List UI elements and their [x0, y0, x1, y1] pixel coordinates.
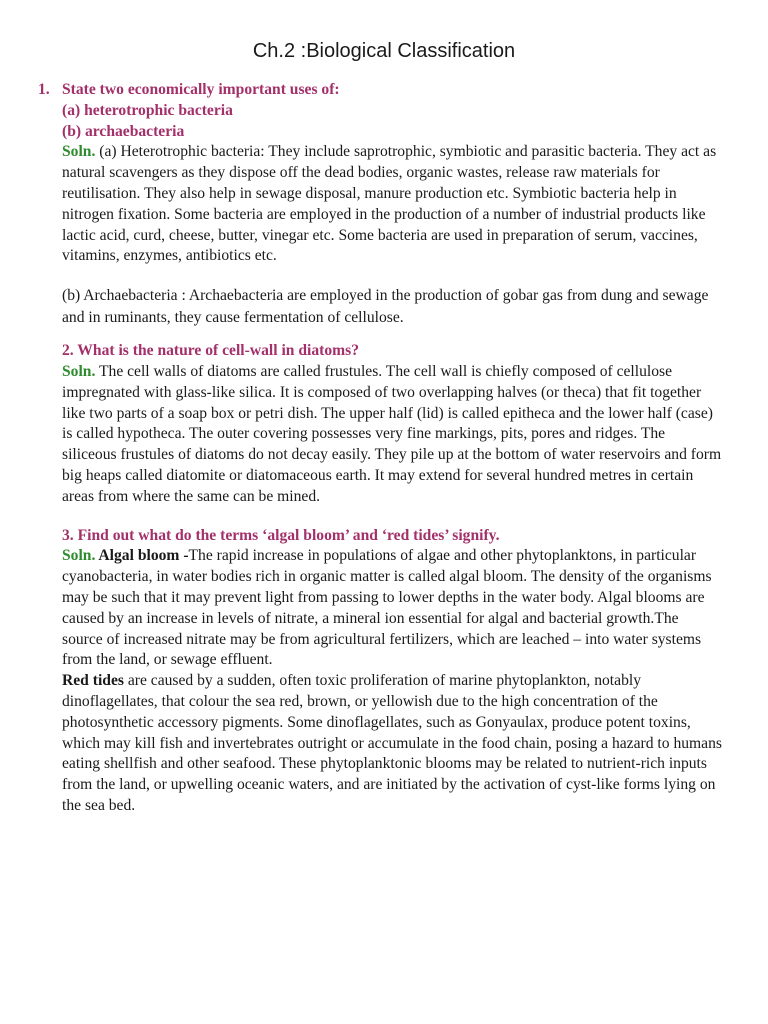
soln-label: Soln. [62, 547, 96, 565]
answer-2 [62, 362, 722, 508]
red-tides-text: are caused by a sudden, often toxic proliferation of marine phytoplankton, notably dinoflagellates, that colour the sea red, brown, or yellowish due to the high concentration of the photosynthetic accessory pigments. Some dinoflagellates, such as Gonyaulax, produce potent toxins, which may kill fish and invertebrates outright or accumulate in the food chain, posing a hazard to humans eating shellfish and other seafood. These phytoplanktonic blooms may be related to nutrient-rich inputs from the land, or upwelling oceanic waters, and are initiated by the activation of cyst-like forms lying on the sea bed. [62, 672, 722, 814]
answer-3-red-tides [62, 671, 722, 817]
algal-bloom-text: The rapid increase in populations of algae and other phytoplanktons, in particular cyanobacteria, in water bodies rich in organic matter is called algal bloom. The density of the organisms may be such that it may prevent light from passing to lower depths in the water body. Algal blooms are caused by an increase in levels of nitrate, a mineral ion essential for algal and bacterial growth.The source of increased nitrate may be from agricultural fertilizers, which are leached – into water systems from the land, or sewage effluent. [62, 547, 712, 669]
question-2: 2. What is the nature of cell-wall in diatoms? [62, 342, 360, 360]
answer-2-text: The cell walls of diatoms are called frustules. The cell wall is chiefly composed of cellulose impregnated with glass-like silica. It is composed of two overlapping halves (or theca) that fit together like two parts of a soap box or petri dish. The upper half (lid) is called epitheca and the lower half (case) is called hypotheca. The outer covering possesses very fine markings, pits, pores and ridges. The siliceous frustules of diatoms do not decay easily. They pile up at the bottom of water reservoirs and form big heaps called diatomite or diatomaceous earth. It may extend for several hundred metres in certain areas from where the same can be mined. [62, 362, 722, 505]
algal-bloom-term: Algal bloom - [95, 547, 189, 565]
answer-1a-text: (a) Heterotrophic bacteria: They include saprotrophic, symbiotic and parasitic bacteria. They act as natural scavengers as they dispose off the dead bodies, organic wastes, release raw materials for reutilisation. They also help in sewage disposal, manure production etc. Symbiotic bacteria help in nitrogen fixation. Some bacteria are employed in the production of a number of industrial products like lactic acid, curd, cheese, butter, vinegar etc. Some bacteria are used in preparation of serum, vaccines, vitamins, enzymes, antibiotics etc. [62, 143, 717, 265]
soln-label: Soln. [62, 143, 96, 161]
question-1-part-a: (a) heterotrophic bacteria [62, 101, 233, 119]
document-body [38, 80, 722, 817]
question-1-part-b: (b) archaebacteria [62, 122, 185, 140]
question-3: 3. Find out what do the terms ‘algal bloom’ and ‘red tides’ signify. [62, 526, 500, 544]
question-1-text: State two economically important uses of: [62, 81, 340, 98]
answer-1a [62, 142, 722, 267]
answer-3-algal-bloom [62, 546, 722, 671]
question-1-number: 1. [38, 81, 50, 98]
answer-1b: (b) Archaebacteria : Archaebacteria are employed in the production of gobar gas from dung and sewage and in ruminants, they cause fermentation of cellulose. [62, 287, 709, 327]
soln-label: Soln. [62, 362, 96, 380]
red-tides-term: Red tides [62, 672, 124, 690]
question-1 [38, 80, 722, 142]
page-title: Ch.2 :Biological Classification [252, 40, 516, 62]
